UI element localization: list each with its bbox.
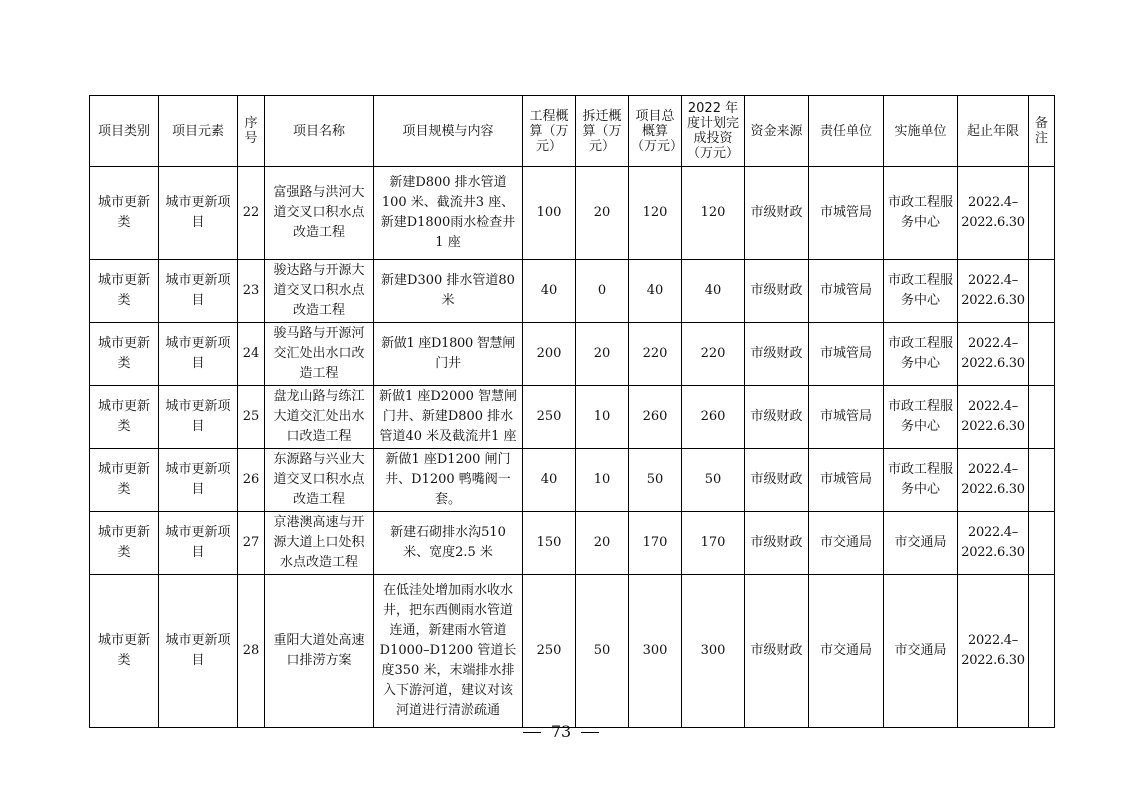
header-element: 项目元素 [159, 96, 238, 167]
project-table [89, 95, 1055, 728]
cell-element: 城市更新项目 [159, 167, 238, 260]
cell-category: 城市更新类 [90, 575, 159, 728]
cell-name: 东源路与兴业大道交叉口积水点改造工程 [265, 449, 374, 512]
table-row [90, 323, 1055, 386]
header-category: 项目类别 [90, 96, 159, 167]
cell-category: 城市更新类 [90, 512, 159, 575]
cell-note [1029, 575, 1055, 728]
cell-eng: 250 [523, 386, 576, 449]
cell-category: 城市更新类 [90, 167, 159, 260]
cell-resp: 市城管局 [809, 449, 884, 512]
cell-element: 城市更新项目 [159, 449, 238, 512]
cell-demo: 10 [576, 386, 629, 449]
cell-period: 2022.4–2022.6.30 [958, 575, 1029, 728]
cell-element: 城市更新项目 [159, 512, 238, 575]
cell-note [1029, 512, 1055, 575]
cell-scope: 新建D800 排水管道100 米、截流井3 座、新建D1800雨水检查井1 座 [374, 167, 523, 260]
cell-resp: 市交通局 [809, 575, 884, 728]
header-plan-2022: 2022 年度计划完成投资（万元） [682, 96, 745, 167]
cell-category: 城市更新类 [90, 449, 159, 512]
cell-note [1029, 386, 1055, 449]
table-row [90, 449, 1055, 512]
cell-note [1029, 167, 1055, 260]
header-scope: 项目规模与内容 [374, 96, 523, 167]
header-fund: 资金来源 [745, 96, 809, 167]
cell-scope: 新建石砌排水沟510 米、宽度2.5 米 [374, 512, 523, 575]
header-period: 起止年限 [958, 96, 1029, 167]
table-row [90, 575, 1055, 728]
cell-impl: 市政工程服务中心 [884, 167, 958, 260]
cell-eng: 40 [523, 449, 576, 512]
cell-eng: 100 [523, 167, 576, 260]
cell-scope: 新做1 座D1800 智慧闸门井 [374, 323, 523, 386]
cell-period: 2022.4–2022.6.30 [958, 167, 1029, 260]
cell-demo: 0 [576, 260, 629, 323]
page-dash-left [523, 732, 541, 733]
cell-name: 京港澳高速与开源大道上口处积水点改造工程 [265, 512, 374, 575]
cell-impl: 市政工程服务中心 [884, 323, 958, 386]
page-dash-right [581, 732, 599, 733]
cell-total: 50 [629, 449, 682, 512]
cell-name: 富强路与洪河大道交叉口积水点改造工程 [265, 167, 374, 260]
header-seq: 序号 [238, 96, 265, 167]
cell-period: 2022.4–2022.6.30 [958, 323, 1029, 386]
cell-element: 城市更新项目 [159, 323, 238, 386]
cell-note [1029, 449, 1055, 512]
cell-fund: 市级财政 [745, 386, 809, 449]
page-footer [0, 722, 1122, 741]
table-row [90, 260, 1055, 323]
page-number: 73 [550, 722, 572, 741]
cell-element: 城市更新项目 [159, 260, 238, 323]
cell-plan: 120 [682, 167, 745, 260]
table-row [90, 512, 1055, 575]
cell-fund: 市级财政 [745, 323, 809, 386]
cell-name: 骏马路与开源河交汇处出水口改造工程 [265, 323, 374, 386]
cell-total: 170 [629, 512, 682, 575]
cell-demo: 20 [576, 323, 629, 386]
cell-period: 2022.4–2022.6.30 [958, 512, 1029, 575]
cell-total: 120 [629, 167, 682, 260]
cell-name: 骏达路与开源大道交叉口积水点改造工程 [265, 260, 374, 323]
cell-demo: 20 [576, 167, 629, 260]
header-row [90, 96, 1055, 167]
cell-total: 40 [629, 260, 682, 323]
cell-category: 城市更新类 [90, 323, 159, 386]
cell-note [1029, 323, 1055, 386]
cell-total: 300 [629, 575, 682, 728]
cell-category: 城市更新类 [90, 386, 159, 449]
cell-resp: 市城管局 [809, 323, 884, 386]
cell-total: 220 [629, 323, 682, 386]
cell-period: 2022.4–2022.6.30 [958, 386, 1029, 449]
cell-plan: 300 [682, 575, 745, 728]
cell-impl: 市政工程服务中心 [884, 260, 958, 323]
cell-seq: 23 [238, 260, 265, 323]
cell-plan: 260 [682, 386, 745, 449]
cell-eng: 200 [523, 323, 576, 386]
table-row [90, 386, 1055, 449]
cell-demo: 20 [576, 512, 629, 575]
cell-fund: 市级财政 [745, 260, 809, 323]
cell-impl: 市交通局 [884, 575, 958, 728]
cell-seq: 26 [238, 449, 265, 512]
cell-seq: 22 [238, 167, 265, 260]
header-resp: 责任单位 [809, 96, 884, 167]
header-eng-budget: 工程概算（万元） [523, 96, 576, 167]
cell-seq: 27 [238, 512, 265, 575]
cell-impl: 市政工程服务中心 [884, 386, 958, 449]
cell-eng: 40 [523, 260, 576, 323]
cell-plan: 40 [682, 260, 745, 323]
table-row [90, 167, 1055, 260]
cell-eng: 250 [523, 575, 576, 728]
cell-eng: 150 [523, 512, 576, 575]
cell-period: 2022.4–2022.6.30 [958, 260, 1029, 323]
cell-fund: 市级财政 [745, 167, 809, 260]
cell-scope: 新做1 座D1200 闸门井、D1200 鸭嘴阀一套。 [374, 449, 523, 512]
cell-element: 城市更新项目 [159, 386, 238, 449]
cell-total: 260 [629, 386, 682, 449]
cell-name: 重阳大道处高速口排涝方案 [265, 575, 374, 728]
header-impl: 实施单位 [884, 96, 958, 167]
cell-period: 2022.4–2022.6.30 [958, 449, 1029, 512]
cell-plan: 170 [682, 512, 745, 575]
cell-note [1029, 260, 1055, 323]
header-name: 项目名称 [265, 96, 374, 167]
cell-seq: 28 [238, 575, 265, 728]
cell-fund: 市级财政 [745, 449, 809, 512]
cell-scope: 新做1 座D2000 智慧闸门井、新建D800 排水管道40 米及截流井1 座 [374, 386, 523, 449]
header-demo-budget: 拆迁概算（万元） [576, 96, 629, 167]
cell-plan: 50 [682, 449, 745, 512]
cell-scope: 在低洼处增加雨水收水井，把东西侧雨水管道连通，新建雨水管道D1000–D1200 管道长度350 米，末端排水排入下游河道，建议对该河道进行清淤疏通 [374, 575, 523, 728]
cell-resp: 市城管局 [809, 260, 884, 323]
cell-resp: 市交通局 [809, 512, 884, 575]
cell-fund: 市级财政 [745, 575, 809, 728]
cell-name: 盘龙山路与练江大道交汇处出水口改造工程 [265, 386, 374, 449]
cell-resp: 市城管局 [809, 167, 884, 260]
cell-demo: 10 [576, 449, 629, 512]
cell-seq: 25 [238, 386, 265, 449]
cell-fund: 市级财政 [745, 512, 809, 575]
cell-seq: 24 [238, 323, 265, 386]
cell-resp: 市城管局 [809, 386, 884, 449]
cell-impl: 市政工程服务中心 [884, 449, 958, 512]
header-note: 备注 [1029, 96, 1055, 167]
header-total-budget: 项目总概算（万元） [629, 96, 682, 167]
cell-impl: 市交通局 [884, 512, 958, 575]
cell-scope: 新建D300 排水管道80 米 [374, 260, 523, 323]
cell-element: 城市更新项目 [159, 575, 238, 728]
cell-plan: 220 [682, 323, 745, 386]
cell-demo: 50 [576, 575, 629, 728]
cell-category: 城市更新类 [90, 260, 159, 323]
